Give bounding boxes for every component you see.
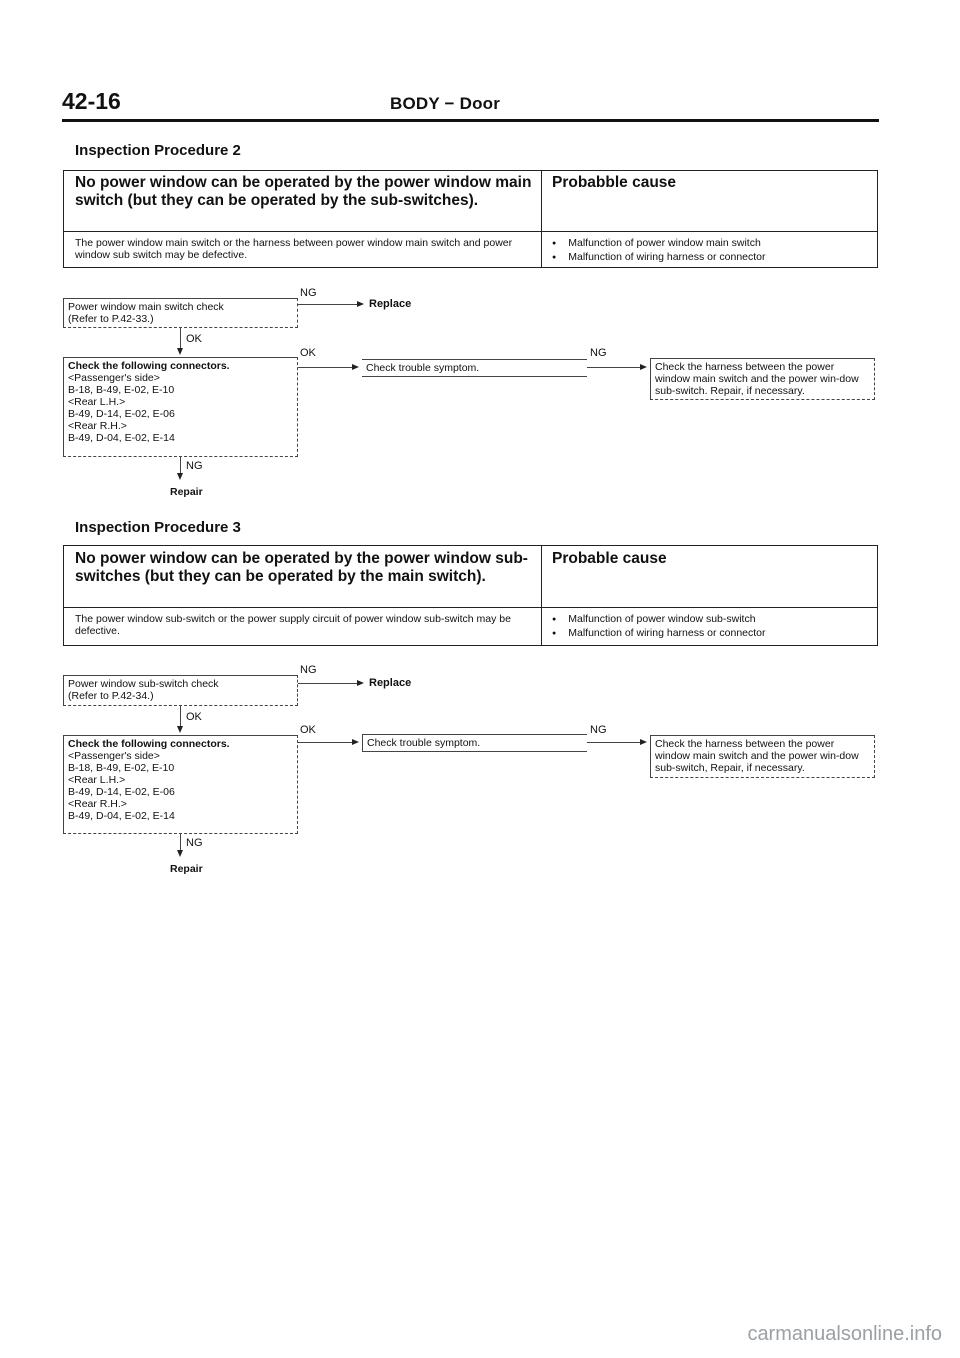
table-divider — [64, 231, 877, 232]
procedure-2-harness-check-box — [650, 358, 875, 400]
ng-label: NG — [590, 724, 607, 736]
page-number: 42-16 — [62, 88, 121, 114]
flow-line — [180, 328, 181, 350]
arrow-down-icon — [177, 348, 183, 355]
switch-check-line1: Power window sub-switch check — [68, 678, 219, 690]
procedure-2-connectors-box — [63, 357, 298, 457]
harness-check-text: Check the harness between the power window main switch and the power win-dow sub-switch. Repair, if necessary. — [655, 361, 859, 397]
cause-item: ● Malfunction of power window main switch — [552, 237, 766, 251]
connector-line: <Rear R.H.> — [68, 420, 127, 432]
header-rule — [62, 119, 879, 122]
switch-check-line1: Power window main switch check — [68, 301, 224, 313]
flow-line — [298, 367, 353, 368]
connector-line: B-49, D-14, E-02, E-06 — [68, 408, 175, 420]
procedure-3-switch-check-box — [63, 675, 298, 706]
ok-label: OK — [186, 711, 202, 723]
ng-label: NG — [590, 347, 607, 359]
flow-line — [587, 367, 641, 368]
subsection-name: Door — [459, 94, 501, 113]
section-name: BODY — [390, 94, 440, 113]
arrow-right-icon — [357, 680, 364, 686]
procedure-3-description: The power window sub-switch or the power supply circuit of power window sub-switch may be defective. — [75, 613, 511, 637]
connector-line: B-49, D-04, E-02, E-14 — [68, 810, 175, 822]
procedure-3-title: Inspection Procedure 3 — [75, 519, 241, 536]
arrow-down-icon — [177, 473, 183, 480]
harness-check-text: Check the harness between the power window main switch and the power win-dow sub-switch, Repair, if necessary. — [655, 738, 859, 774]
connectors-title: Check the following connectors. — [68, 738, 230, 750]
connector-line: B-49, D-04, E-02, E-14 — [68, 432, 175, 444]
procedure-3-connectors-box — [63, 735, 298, 834]
section-dash: − — [444, 94, 455, 113]
procedure-2-summary-table — [63, 170, 878, 268]
connector-line: <Rear L.H.> — [68, 774, 126, 786]
cause-item: ● Malfunction of wiring harness or connector — [552, 627, 766, 641]
flow-line — [180, 706, 181, 728]
arrow-down-icon — [177, 850, 183, 857]
ng-label: NG — [186, 460, 203, 472]
procedure-3-cause-list — [552, 613, 766, 641]
ok-label: OK — [186, 333, 202, 345]
connector-line: <Passenger's side> — [68, 750, 160, 762]
repair-label: Repair — [170, 863, 203, 875]
flow-line — [587, 742, 641, 743]
flow-line — [298, 304, 358, 305]
replace-label: Replace — [369, 677, 412, 689]
connector-line: <Rear L.H.> — [68, 396, 126, 408]
trouble-symptom-text: Check trouble symptom. — [366, 362, 480, 374]
trouble-symptom-text: Check trouble symptom. — [367, 737, 481, 749]
connectors-title: Check the following connectors. — [68, 360, 230, 372]
procedure-3-symptom: No power window can be operated by the power window sub-switches (but they can be operated by the main switch). — [75, 550, 528, 585]
arrow-right-icon — [352, 364, 359, 370]
arrow-down-icon — [177, 726, 183, 733]
site-watermark: carmanualsonline.info — [747, 1323, 942, 1345]
procedure-2-switch-check-box — [63, 298, 298, 328]
flow-line — [298, 742, 353, 743]
ng-label: NG — [300, 287, 317, 299]
procedure-3-summary-table — [63, 545, 878, 646]
cause-item: ● Malfunction of wiring harness or connector — [552, 251, 766, 265]
connector-line: B-18, B-49, E-02, E-10 — [68, 384, 175, 396]
procedure-3-trouble-symptom-box — [362, 734, 587, 752]
connector-line: <Rear R.H.> — [68, 798, 127, 810]
ok-label: OK — [300, 724, 316, 736]
procedure-2-description: The power window main switch or the harness between power window main switch and power window sub switch may be defective. — [75, 237, 513, 261]
connector-line: B-18, B-49, E-02, E-10 — [68, 762, 175, 774]
procedure-2-cause-list — [552, 237, 766, 265]
replace-label: Replace — [369, 298, 412, 310]
procedure-2-trouble-symptom-box — [362, 359, 587, 377]
arrow-right-icon — [640, 364, 647, 370]
connector-line: B-49, D-14, E-02, E-06 — [68, 786, 175, 798]
procedure-2-title: Inspection Procedure 2 — [75, 142, 241, 159]
procedure-3-cause-heading: Probable cause — [552, 550, 667, 567]
arrow-right-icon — [640, 739, 647, 745]
arrow-right-icon — [352, 739, 359, 745]
ok-label: OK — [300, 347, 316, 359]
page-section-title — [390, 94, 500, 114]
flow-line — [298, 683, 358, 684]
switch-check-line2: (Refer to P.42-33.) — [68, 313, 154, 325]
switch-check-line2: (Refer to P.42-34.) — [68, 690, 154, 702]
cause-item: ● Malfunction of power window sub-switch — [552, 613, 766, 627]
arrow-right-icon — [357, 301, 364, 307]
ng-label: NG — [300, 664, 317, 676]
ng-label: NG — [186, 837, 203, 849]
procedure-2-symptom: No power window can be operated by the power window main switch (but they can be operated by the sub-switches). — [75, 174, 532, 209]
table-divider — [64, 607, 877, 608]
procedure-3-harness-check-box — [650, 735, 875, 778]
connector-line: <Passenger's side> — [68, 372, 160, 384]
procedure-2-cause-heading: Probabble cause — [552, 174, 677, 191]
repair-label: Repair — [170, 486, 203, 498]
